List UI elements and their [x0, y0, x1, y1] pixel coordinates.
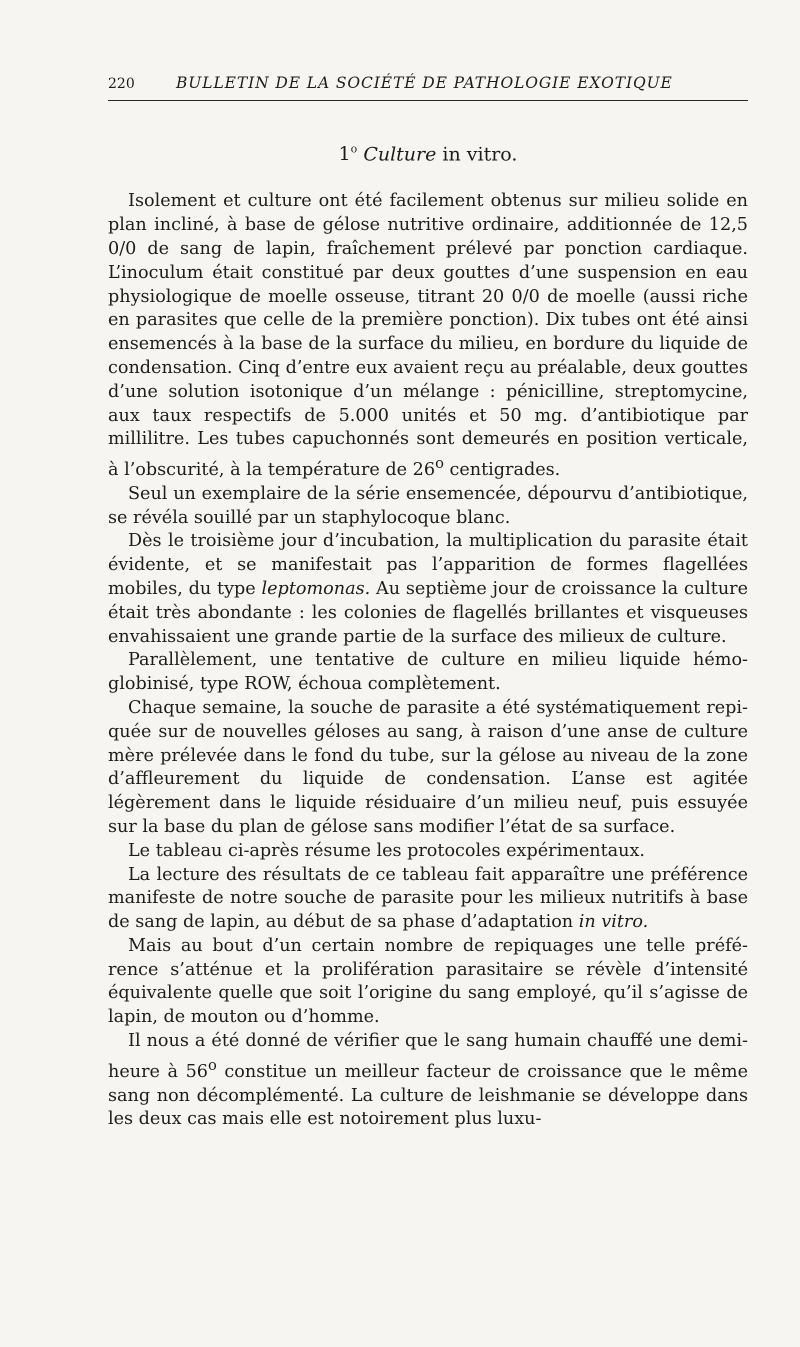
- paragraph-exemplaire: Seul un exemplaire de la série ensemencée, dépourvu d’antibiotique, se révéla souillé par un staphylocoque blanc.: [108, 483, 748, 528]
- running-header: [108, 72, 748, 101]
- article-body: [108, 138, 748, 1132]
- section-title-rest: in vitro.: [436, 143, 518, 166]
- paragraph-chaque-semaine: Chaque semaine, la souche de parasite a été systématiquement repiquée sur de nouvelles géloses au sang, à raison d’une anse de culture mère prélevée dans le fond du tube, sur la gélose au niveau de la zone d’affleurement du liquide de condensation. L’anse est agitée légèrement dans le liquide résiduaire d’un milieu neuf, puis essuyée sur la base du plan de gélose sans modifier l’état de sa surface.: [108, 697, 748, 837]
- paragraph-tableau: Le tableau ci-après résume les protocoles expérimentaux.: [128, 840, 646, 861]
- paragraph-lecture: La lecture des résultats de ce tableau fait apparaître une préférence manifeste de notre souche de parasite pour les milieux nutritifs à base de sang de lapin, au début de sa phase d’adaptation in vitro.: [108, 864, 748, 933]
- paragraph-sang-humain: Il nous a été donné de vérifier que le sang humain chauffé une demi-heure à 56$^o$ constitue un meilleur facteur de croissance que le même sang non décomplémenté. La culture de leishmanie se développe dans les deux cas mais elle est notoirement plus luxu-: [108, 1031, 748, 1130]
- paragraph-repiquages: Mais au bout d’un certain nombre de repiquages une telle préférence s’atténue et la prolifération parasitaire se révèle d’intensité équivalente quelle que soit l’origine du sang employé, qu’il s’agisse de lapin, de mouton ou d’homme.: [108, 935, 748, 1028]
- section-heading: [108, 138, 748, 166]
- page-number: 220: [108, 76, 135, 92]
- section-number: 1$^o$: [338, 143, 358, 166]
- paragraph-parallelement: Parallèlement, une tentative de culture en milieu liquide hémoglobinisé, type ROW, échoua complètement.: [108, 650, 748, 695]
- paragraph-incubation: Dès le troisième jour d’incubation, la multiplication du parasite était évidente, et se manifestait pas l’apparition de formes flagellées mobiles, du type leptomonas. Au septième jour de croissance la culture était très abondante : les colonies de flagellés brillantes et visqueuses envahissaient une grande partie de la surface des milieux de culture.: [108, 531, 748, 647]
- paragraph-isolement: Isolement et culture ont été facilement obtenus sur milieu solide en plan incliné, à base de gélose nutritive ordinaire, additionnée de 12,5 0/0 de sang de lapin, fraîchement prélevé par ponction cardiaque. L’inoculum était constitué par deux gouttes d’une suspension en eau physiologique de moelle osseuse, titrant 20 0/0 de moelle (aussi riche en parasites que celle de la première ponction). Dix tubes ont été ainsi ensemencés à la base de la surface du milieu, en bordure du liquide de condensation. Cinq d’entre eux avaient reçu au préalable, deux gouttes d’une solution isotonique d’un mélange : pénicilline, streptomycine, aux taux respectifs de 5.000 unités et 50 mg. d’antibiotique par millilitre. Les tubes capuchonnés sont demeurés en position verticale, à l’obscurité, à la température de 26$^o$ centigrades.: [108, 191, 748, 480]
- section-title-italic: Culture: [363, 143, 437, 166]
- running-title: BULLETIN DE LA SOCIÉTÉ DE PATHOLOGIE EXOTIQUE: [176, 74, 673, 92]
